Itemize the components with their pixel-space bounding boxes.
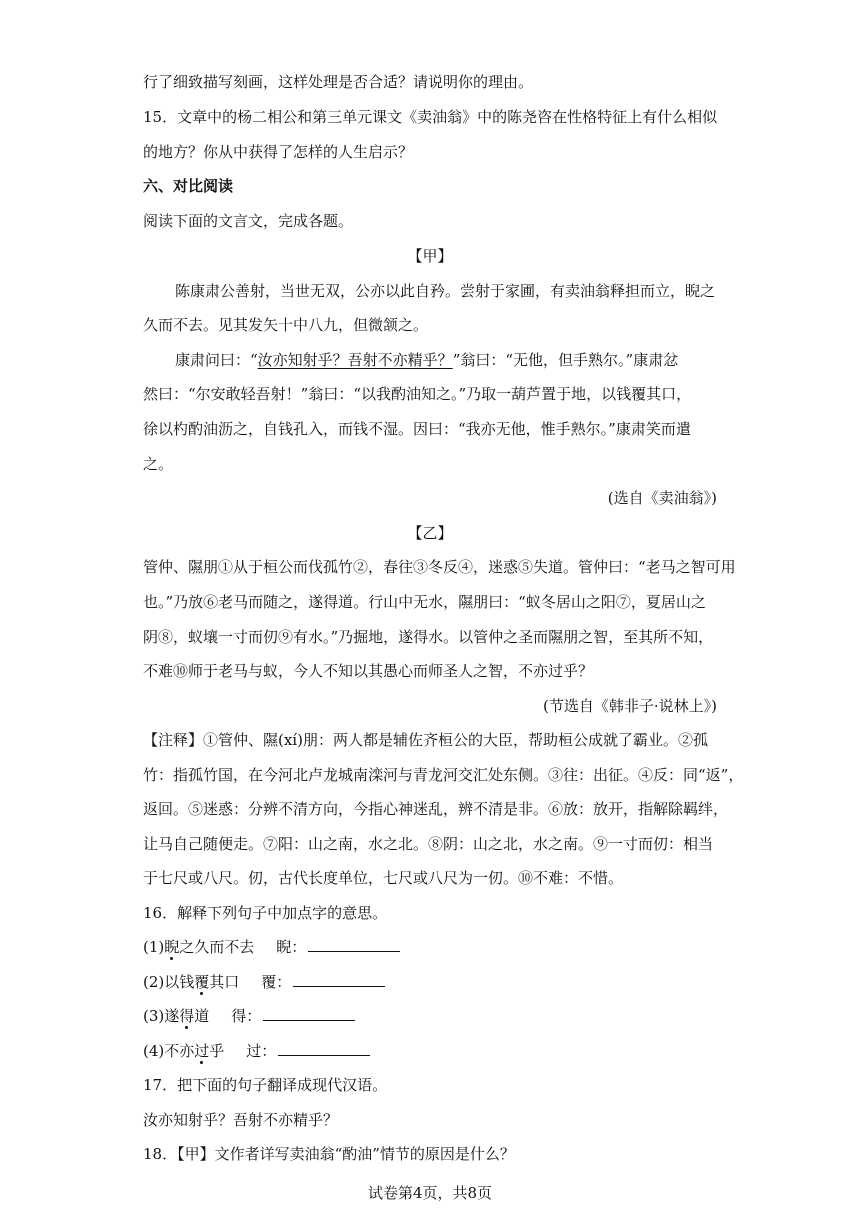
answer-label: 过： <box>246 1042 277 1060</box>
source-citation: (选自《卖油翁》) <box>607 489 717 507</box>
text-span: (3)遂 <box>143 1007 180 1025</box>
dotted-char: 覆 <box>194 973 210 991</box>
annotation-line: 让马自己随便走。⑦阳：山之南，水之北。⑧阴：山之北，水之南。⑨一寸而仞：相当 <box>143 835 714 853</box>
question-17: 17．把下面的句子翻译成现代汉语。 <box>143 1076 388 1094</box>
text-line: 的地方？你从中获得了怎样的人生启示？ <box>143 143 414 161</box>
passage-yi-line: 也。”乃放⑥老马而随之，遂得道。行山中无水，隰朋曰：“蚁冬居山之阳⑦，夏居山之 <box>143 593 706 611</box>
question-16-item-3 <box>143 1006 717 1026</box>
instruction: 阅读下面的文言文，完成各题。 <box>143 212 354 230</box>
question-16-item-1 <box>143 937 717 957</box>
text-span: 乎 <box>209 1042 225 1060</box>
passage-jia-line: 陈康肃公善射，当世无双，公亦以此自矜。尝射于家圃，有卖油翁释担而立，睨之 <box>175 282 716 300</box>
underlined-sentence: 汝亦知射乎？吾射不亦精乎？ <box>257 351 453 369</box>
answer-label: 睨： <box>276 938 307 956</box>
answer-blank[interactable] <box>263 1006 355 1021</box>
question-16: 16．解释下列句子中加点字的意思。 <box>143 904 388 922</box>
text-span: ”翁曰：“无他，但手熟尔。”康肃忿 <box>452 351 679 369</box>
annotation-line: 返回。⑤迷惑：分辨不清方向，今指心神迷乱，辨不清是非。⑥放：放开，指解除羁绊， <box>143 800 729 818</box>
passage-yi-title: 【乙】 <box>407 524 453 542</box>
answer-blank[interactable] <box>308 937 400 952</box>
question-16-item-2 <box>143 972 717 992</box>
answer-label: 得： <box>231 1007 262 1025</box>
question-15: 15．文章中的杨二相公和第三单元课文《卖油翁》中的陈尧咨在性格特征上有什么相似 <box>143 108 718 126</box>
passage-jia-title: 【甲】 <box>407 247 453 265</box>
text-span: 康肃问曰：“ <box>175 351 258 369</box>
question-18: 18．【甲】文作者详写卖油翁“酌油”情节的原因是什么？ <box>143 1145 515 1163</box>
page-footer: 试卷第4页，共8页 <box>367 1184 493 1202</box>
text-span: (1) <box>143 938 165 956</box>
passage-jia-line: 之。 <box>143 455 174 473</box>
dotted-char: 过 <box>194 1042 210 1060</box>
annotation-line: 于七尺或八尺。仞，古代长度单位，七尺或八尺为一仞。⑩不难：不惜。 <box>143 869 624 887</box>
answer-label: 覆： <box>261 973 292 991</box>
question-17-sentence: 汝亦知射乎？吾射不亦精乎？ <box>143 1111 339 1129</box>
passage-yi-line: 管仲、隰朋①从于桓公而伐孤竹②，春往③冬反④，迷惑⑤失道。管仲曰：“老马之智可用 <box>143 558 736 576</box>
passage-jia-line <box>175 350 717 370</box>
section-heading: 六、对比阅读 <box>143 177 234 195</box>
passage-yi-line: 不难⑩师于老马与蚁，今人不知以其愚心而师圣人之智，不亦过乎？ <box>143 662 594 680</box>
answer-blank[interactable] <box>278 1041 370 1056</box>
text-span: (4)不亦 <box>143 1042 195 1060</box>
text-line: 行了细致描写刻画，这样处理是否合适？请说明你的理由。 <box>143 73 534 91</box>
question-16-item-4 <box>143 1041 717 1061</box>
passage-jia-line: 然曰：“尔安敢轻吾射！”翁曰：“以我酌油知之。”乃取一葫芦置于地，以钱覆其口， <box>143 385 692 403</box>
text-span: 之久而不去 <box>179 938 255 956</box>
annotation-line: 竹：指孤竹国，在今河北卢龙城南滦河与青龙河交汇处东侧。③往：出征。④反：同“返”， <box>143 766 744 784</box>
dotted-char: 睨 <box>164 938 180 956</box>
annotation-line: 【注释】①管仲、隰(xí)朋：两人都是辅佐齐桓公的大臣，帮助桓公成就了霸业。②孤 <box>143 731 708 749</box>
dotted-char: 得 <box>179 1007 195 1025</box>
text-span: 道 <box>194 1007 210 1025</box>
text-span: 其口 <box>209 973 240 991</box>
text-span: (2)以钱 <box>143 973 195 991</box>
passage-jia-line: 徐以杓酌油沥之，自钱孔入，而钱不湿。因曰：“我亦无他，惟手熟尔。”康肃笑而遣 <box>143 420 691 438</box>
passage-jia-line: 久而不去。见其发矢十中八九，但微颔之。 <box>143 316 429 334</box>
answer-blank[interactable] <box>293 972 385 987</box>
source-citation: (节选自《韩非子·说林上》) <box>543 697 717 715</box>
passage-yi-line: 阴⑧，蚁壤一寸而仞⑨有水。”乃掘地，遂得水。以管仲之圣而隰朋之智，至其所不知， <box>143 628 714 646</box>
